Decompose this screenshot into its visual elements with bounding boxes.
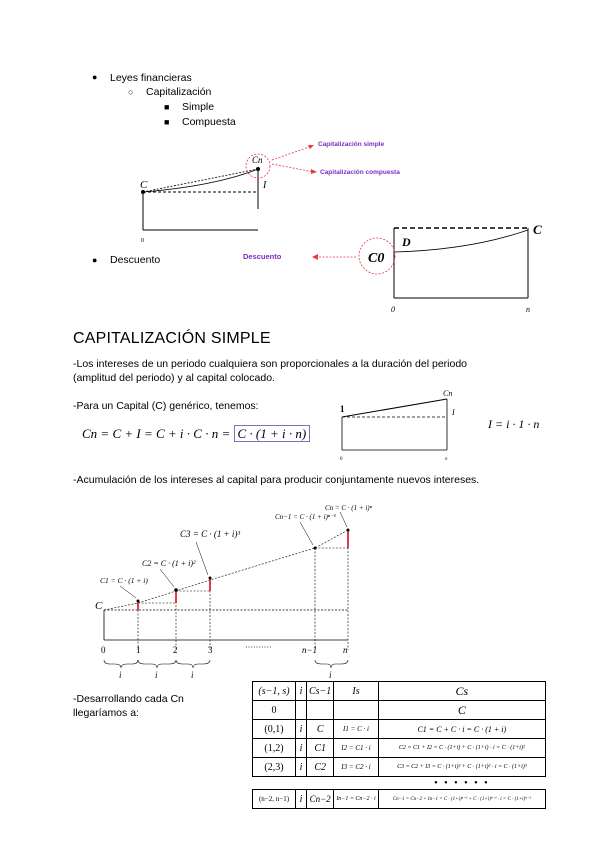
section-title: CAPITALIZACIÓN SIMPLE bbox=[73, 330, 271, 347]
outline-simple: Simple bbox=[182, 101, 215, 113]
d1-i: I bbox=[263, 180, 267, 191]
d2-c: C bbox=[533, 222, 542, 237]
th-cs1: Cs−1 bbox=[307, 682, 334, 701]
bullet-dot: ● bbox=[92, 255, 98, 265]
d3-one: 1 bbox=[340, 404, 345, 414]
table-row: (0,1) i C I1 = C · i C1 = C + C · i = C · (1 + i) bbox=[253, 720, 546, 739]
bullet-circle: ○ bbox=[128, 87, 134, 97]
th-rate: i bbox=[296, 682, 307, 701]
d4-tick-n: n bbox=[343, 645, 348, 655]
d2-label: Descuento bbox=[243, 252, 282, 261]
d4-brace-i: i bbox=[191, 670, 194, 680]
table-dots-row: • • • • • • bbox=[253, 777, 546, 790]
d4-c3: C3 = C · (1 + i)³ bbox=[180, 529, 241, 539]
para3: -Acumulación de los intereses al capital para producir conjuntamente nuevos intereses. bbox=[73, 474, 480, 486]
recurrence-table bbox=[252, 681, 546, 809]
svg-text:n: n bbox=[445, 457, 448, 462]
para4-line2: llegaríamos a: bbox=[73, 707, 139, 719]
th-cs: Cs bbox=[378, 682, 545, 701]
d2-d: D bbox=[402, 235, 411, 249]
d4-brace-i: i bbox=[329, 670, 332, 680]
outline-leyes: Leyes financieras bbox=[110, 72, 192, 84]
d2-c0: C0 bbox=[368, 251, 385, 266]
d1-label-compuesta: Capitalización compuesta bbox=[320, 169, 400, 176]
outline-capitalizacion: Capitalización bbox=[146, 86, 212, 98]
d4-tick-3: 3 bbox=[208, 645, 213, 655]
table-header bbox=[253, 682, 546, 701]
outline-descuento: Descuento bbox=[110, 254, 161, 266]
d3-i: I bbox=[452, 408, 455, 417]
formula-left: Cn = C + I = C + i · C · n = bbox=[82, 426, 231, 441]
d4-c: C bbox=[95, 600, 103, 612]
d4-cn1: Cn−1 = C · (1 + i)ⁿ⁻¹ bbox=[275, 513, 336, 521]
bullet-square: ■ bbox=[164, 102, 170, 112]
d3-cn: Cn bbox=[443, 389, 453, 398]
d4-tick-n1: n−1 bbox=[302, 645, 318, 655]
table-row: (2,3) i C2 I3 = C2 · i C3 = C2 + I3 = C · (1+i)² + C · (1+i)² · i = C · (1+i)³ bbox=[253, 758, 546, 777]
table-row: (1,2) i C1 I2 = C1 · i C2 = C1 + I2 = C · (1+i) + C · (1+i) · i = C · (1+i)² bbox=[253, 739, 546, 758]
d4-brace-i: i bbox=[155, 670, 158, 680]
d4-c2: C2 = C · (1 + i)² bbox=[142, 559, 196, 568]
d4-brace-i: i bbox=[119, 670, 122, 680]
para1-line1: -Los intereses de un periodo cualquiera son proporcionales a la duración del periodo bbox=[73, 358, 468, 370]
d1-label-simple: Capitalización simple bbox=[318, 141, 385, 148]
formula-i: I = i · 1 · n bbox=[488, 417, 540, 431]
d1-cn: Cn bbox=[252, 155, 263, 165]
th-is: Is bbox=[334, 682, 378, 701]
table-row: 0 C bbox=[253, 701, 546, 720]
formula-boxed: C · (1 + i · n) bbox=[234, 425, 311, 442]
d4-tick-2: 2 bbox=[173, 645, 178, 655]
d4-tick-1: 1 bbox=[136, 645, 141, 655]
d2-zero: 0 bbox=[391, 305, 395, 314]
d3-zero: 0 bbox=[340, 457, 343, 462]
d4-cn: Cn = C · (1 + i)ⁿ bbox=[325, 504, 372, 512]
th-period: (s−1, s) bbox=[253, 682, 296, 701]
d4-dots: ·········· bbox=[245, 643, 272, 652]
d1-zero: 0 bbox=[141, 238, 144, 244]
bullet-square: ■ bbox=[164, 117, 170, 127]
d4-tick-0: 0 bbox=[101, 645, 106, 655]
para2: -Para un Capital (C) genérico, tenemos: bbox=[73, 400, 259, 412]
d1-c: C bbox=[140, 179, 148, 191]
table-row: (n−2, n−1) i Cn−2 In−1 = Cn−2 · i Cn−1 = Cn−2 + In−1 = C · (1+i)ⁿ⁻² + C · (1+i)ⁿ⁻² · i = C · (1+i)ⁿ⁻¹ bbox=[253, 790, 546, 809]
bullet-dot: ● bbox=[92, 72, 98, 82]
para4-line1: -Desarrollando cada Cn bbox=[73, 693, 184, 705]
d4-c1: C1 = C · (1 + i) bbox=[100, 576, 148, 585]
outline-compuesta: Compuesta bbox=[182, 116, 236, 128]
para1-line2: (amplitud del periodo) y al capital colocado. bbox=[73, 372, 275, 384]
d2-n: n bbox=[526, 305, 530, 314]
